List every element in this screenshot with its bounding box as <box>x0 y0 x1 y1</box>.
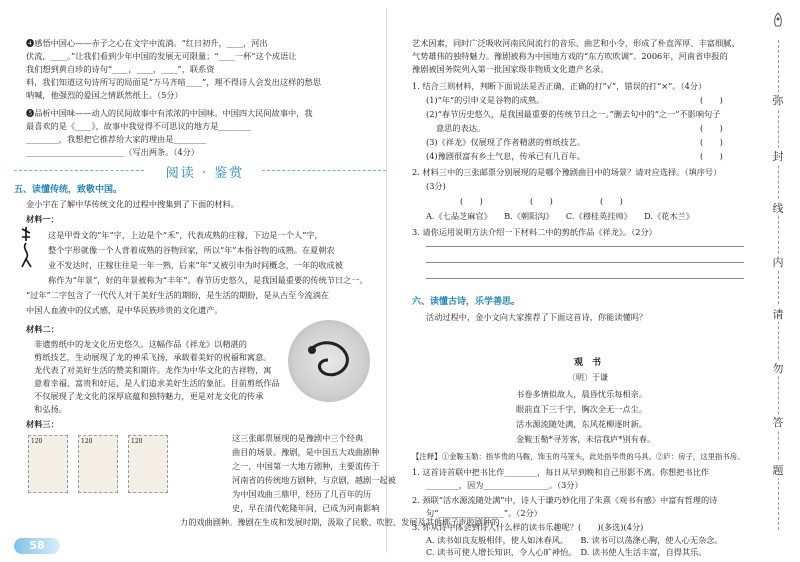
stamp-3-price: 120 <box>131 438 143 445</box>
question-6-3: 3. 你从诗中体会到诗人什么样的读书乐趣呢？( )(多选)(4分) <box>412 522 644 532</box>
section-title: 阅读 · 鉴赏 <box>165 166 245 181</box>
question-6-2: 2. 颈联“活水源流随处满”中，诗人于谦巧妙化用了朱熹《观书有感》中富有哲理的诗 <box>412 495 718 505</box>
q2-score: (3分) <box>426 181 446 191</box>
q1-answer-paren: ( ) <box>700 151 723 161</box>
binding-char: 线 <box>769 200 787 216</box>
dragon-papercut-image <box>288 320 370 402</box>
stamp-1-price: 120 <box>31 438 43 445</box>
answer-line[interactable] <box>426 246 744 247</box>
stamp-2-price: 120 <box>81 438 93 445</box>
divider-left <box>14 170 144 171</box>
question-6-1-cont: ________，因为________________。（3分） <box>426 480 583 490</box>
question-2: 2. 材料三中的三张邮票分别展现的是哪个豫剧曲目中的场景？请对应选择。（填序号） <box>412 167 722 177</box>
left-text-line: ❹感悟中国心——赤子之心在文字中流淌。“红日初升，____，河出 <box>26 38 268 48</box>
left-text-line: ________，我想把它推荐给大家的理由是________ <box>26 134 207 144</box>
left-text-line: 最喜欢的是《____》，故事中我觉得不可思议的地方是________ <box>26 121 252 131</box>
q1-item: (3)《祥龙》仅展现了作者精湛的剪纸技艺。 <box>426 137 585 147</box>
poem-line: 金鞍玉勒*寻芳客，未信我庐*别有春。 <box>516 434 656 444</box>
left-text-line: ________________________（写出两条。（4分） <box>26 147 200 157</box>
binding-char: 题 <box>769 462 787 478</box>
material-3-label: 材料三： <box>26 419 59 429</box>
section-6-heading: 六、读懂古诗，乐学善思。 <box>412 297 521 307</box>
q6-3-options: C. 读书可使人增长知识，令人心旷神怡。 D. 读书使人生活丰富，自得其乐。 <box>426 547 707 557</box>
binding-char: 勿 <box>769 360 787 376</box>
right-text-line: 艺术因素，同时广泛吸收河南民间流行的音乐、曲艺和小令，形成了朴直浑厚、丰富细腻、 <box>412 38 740 48</box>
material-1-label: 材料一： <box>26 214 59 224</box>
center-gutter <box>386 8 387 553</box>
question-3: 3. 请你运用说明方法介绍一下材料二中的剪纸作品《祥龙》。（2分） <box>412 227 657 237</box>
material-3-line: 河南省的传统地方剧种，与京剧，越剧一起被 <box>232 475 396 485</box>
left-text-line: 料，我们知道这句诗所写的局面是“万马齐喑____”，理不得诗人会发出这样的愁思 <box>26 77 321 87</box>
answer-line[interactable] <box>426 278 744 279</box>
material-1-line: 中国人血液中的仪式感，是中华民族珍贵的文化遗产。 <box>26 305 223 315</box>
q1-answer-paren: ( ) <box>700 123 723 133</box>
material-3-line: 这三张邮票展现的是豫剧中三个经典 <box>232 433 364 443</box>
material-2-line: 不仅展现了龙文化的深厚底蕴和独特魅力，更是对龙文化的传承 <box>34 391 264 401</box>
q2-answer-paren: ( ) <box>600 196 623 206</box>
poem-line: 书卷多情似故人，晨昏忧乐每相亲。 <box>516 389 648 399</box>
poem-line: 活水源流随处满，东风花柳逐时新。 <box>516 419 648 429</box>
q1-item: (4)豫剧很富有乡土气息，传承已有几百年。 <box>426 151 585 161</box>
poem-author: 〔明〕于谦 <box>568 373 608 382</box>
seal-line <box>778 40 779 530</box>
material-1-line: “过年”二字包含了一代代人对于美好生活的期盼，是生活的期盼，是从古至今流淌在 <box>26 290 330 300</box>
left-text-line: 我们想到黄自珍的诗句“____，____，____”，联系资 <box>26 64 215 74</box>
opera-stamp-3 <box>128 435 168 493</box>
material-2-line: 意着幸福、富贵和好运，是人们追求美好生活的象征。目前剪纸作品 <box>34 378 280 388</box>
material-3-line: 史，早在清代乾隆年间，已成为河南影响 <box>232 503 380 513</box>
page-number: 58 <box>14 538 60 554</box>
material-3-line: 之一，中国第一大地方剧种，主要流传于 <box>232 461 380 471</box>
material-2-line: 非遗剪纸中的龙文化历史悠久。这幅作品《祥龙》以精湛的 <box>34 339 247 349</box>
section-6-intro: 活动过程中，金小文向大家推荐了下面这首诗，你能读懂吗？ <box>426 312 648 322</box>
section-5-heading: 五、读懂传统，致敬中国。 <box>14 185 123 195</box>
opera-stamp-1 <box>28 435 68 493</box>
question-6-1: 1. 这首诗首联中把书比作________，每日从早到晚和自己形影不离。你想把书比作 <box>412 467 709 477</box>
answer-line[interactable] <box>426 262 744 263</box>
q1-item: 意思的表达。 <box>436 123 486 133</box>
material-1-line: 整个字形就像一个人背着成熟的谷物回家，所以“年”本指谷物的成熟。在夏朝农 <box>48 245 335 255</box>
right-text-line: 豫剧被国务院列入第一批国家级非物质文化遗产名录。 <box>412 64 609 74</box>
material-1-line: 业不发达时，庄稼往往是一年一熟，后来“年”又被引申为时间概念，一年的收成被 <box>48 260 343 270</box>
binding-char: 封 <box>769 148 787 164</box>
material-2-line: 和弘扬。 <box>34 404 67 414</box>
poem-line: 眼前直下三千字，胸次全无一点尘。 <box>516 404 648 414</box>
material-3-line: 曲目的场景。豫剧，是中国五大戏曲剧种 <box>232 447 380 457</box>
oracle-bone-nian-glyph <box>20 225 32 269</box>
q1-answer-paren: ( ) <box>700 95 723 105</box>
q2-answer-paren: ( ) <box>530 196 553 206</box>
q1-answer-paren: ( ) <box>700 137 723 147</box>
right-text-line: 气势雄伟的独特魅力。豫剧被称为中国地方戏的“东方吹吹调”。2006年，河南省申报的 <box>412 51 728 61</box>
material-2-line: 剪纸技艺，生动展现了龙的神采飞扬，承载着美好的祝福和寓意。 <box>34 352 272 362</box>
question-1: 1. 结合三则材料，判断下面说法是否正确，正确的打“√”，错误的打“×”。（4分） <box>412 81 707 91</box>
question-6-2-cont: 句“________________”。（2分） <box>426 508 542 518</box>
material-2-line: 龙代表了对美好生活的赞美和期许。龙作为中华文化的吉祥物，寓 <box>34 365 272 375</box>
q1-item: (2)“春节历史悠久，是我国最重要的传统节日之一。”删去句中的“之一”不影响句子 <box>426 109 721 119</box>
q6-3-options: A. 读书如良友般相伴，使人如沐春风。 B. 读书可以荡涤心胸，使人心无杂念。 <box>426 535 723 545</box>
section-5-intro: 金小宇在了解中华传统文化的过程中搜集到了下面的材料。 <box>26 199 239 209</box>
binding-char: 请 <box>769 306 787 322</box>
divider-right <box>262 170 386 171</box>
left-text-line: 伏流，____。”让我们看到少年中国的发展无可限量；“____一杯”这个成语让 <box>26 51 297 61</box>
material-3-line: 为中国戏曲三鼎甲，经历了几百年的历 <box>232 489 372 499</box>
q1-item: (1)“年”的引申义是谷物的成熟。 <box>426 95 545 105</box>
poem-title: 观 书 <box>574 358 602 368</box>
material-1-line: 这是甲骨文的“年”字，上边是个“禾”，代表成熟的庄稼，下边是一个人“字， <box>48 230 323 240</box>
material-3-line: 力的戏曲剧种。豫剧在生成和发展时期，汲取了民歌、吹腔、发展及其他梆子声腔剧种的 <box>180 517 500 527</box>
binding-char: 弥 <box>769 92 787 108</box>
material-2-label: 材料二： <box>26 324 59 334</box>
opera-stamp-2 <box>78 435 118 493</box>
binding-char: 答 <box>769 414 787 430</box>
binding-char: 内 <box>769 254 787 270</box>
left-text-line: ❺品析中国味——动人的民间故事中有浓浓的中国味。中国四大民间故事中，我 <box>26 108 313 118</box>
material-1-line: 称作为“年景”，好的年景被称为“丰年”。春节历史悠久，是我国最重要的传统节日之一。 <box>48 275 368 285</box>
q2-answer-paren: ( ) <box>460 196 483 206</box>
poem-note: 【注释】①金鞍玉勒：指华贵的马鞍，饰玉的马笼头，此处指华贵的马具。②庐：房子，这里指书房。 <box>412 452 745 461</box>
binding-margin <box>755 0 800 562</box>
rocket-icon <box>771 12 785 30</box>
q2-options: A.《七品芝麻官》 B.《朝阳沟》 C.《穆桂英挂帅》 D.《花木兰》 <box>426 211 694 221</box>
left-text-line: 呐喊，他强烈的爱国之情跃然纸上。（5分） <box>26 90 183 100</box>
